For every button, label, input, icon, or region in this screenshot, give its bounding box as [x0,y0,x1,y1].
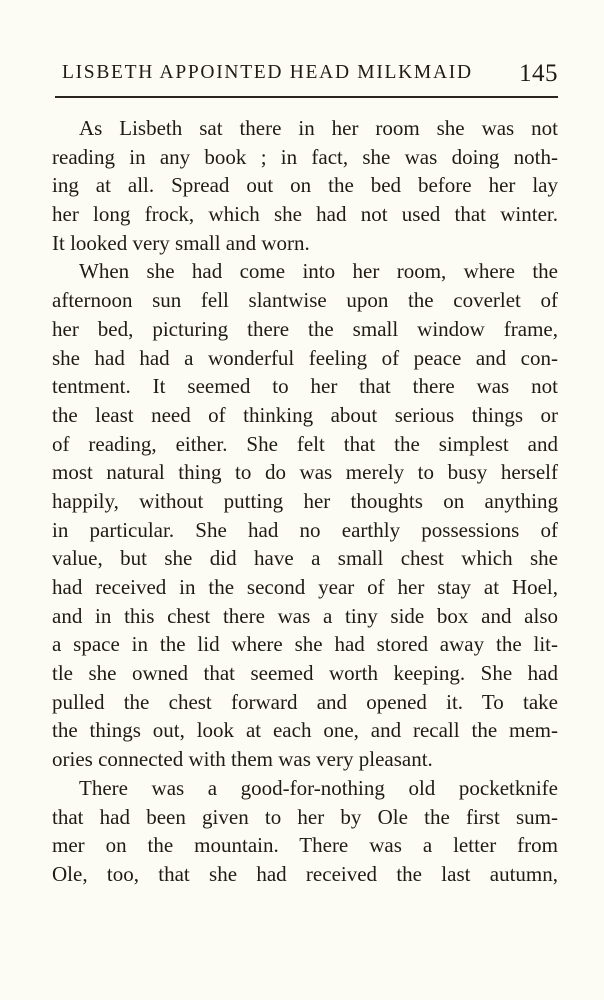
text-line: the things out, look at each one, and recall the mem- [52,718,558,743]
text-line: of reading, either. She felt that the simplest and [52,431,558,456]
text-line: her long frock, which she had not used that winter. [52,202,558,227]
text-line: mer on the mountain. There was a letter from [52,833,558,858]
text-line: value, but she did have a small chest which she [52,546,558,571]
text-line: a space in the lid where she had stored away the lit- [52,632,558,657]
running-title: LISBETH APPOINTED HEAD MILKMAID [62,62,473,83]
text-line: most natural thing to do was merely to busy herself [52,460,558,485]
text-line: afternoon sun fell slantwise upon the coverlet of [52,288,558,313]
text-line: Ole, too, that she had received the last autumn, [52,861,558,886]
text-line: her bed, picturing there the small window frame, [52,316,558,341]
page-number: 145 [519,60,558,87]
text-line: had received in the second year of her stay at Hoel, [52,575,558,599]
text-line: tentment. It seemed to her that there was not [52,374,558,399]
text-line: When she had come into her room, where the [79,259,558,284]
text-line: pulled the chest forward and opened it. To take [52,689,558,714]
text-line: and in this chest there was a tiny side box and also [52,603,558,628]
header-rule [55,96,558,98]
text-line: ories connected with them was very pleasant. [52,747,433,772]
text-line: happily, without putting her thoughts on anything [52,488,558,513]
running-head [55,60,558,90]
text-line: As Lisbeth sat there in her room she was not [79,116,558,140]
text-line: It looked very small and worn. [52,230,310,255]
text-line: the least need of thinking about serious things or [52,402,558,427]
text-line: reading in any book ; in fact, she was doing noth- [52,144,558,169]
text-line: ing at all. Spread out on the bed before her lay [52,173,558,198]
text-line: in particular. She had no earthly possessions of [52,517,558,542]
text-line: There was a good-for-nothing old pocketknife [79,775,558,800]
text-line: tle she owned that seemed worth keeping. She had [52,661,558,686]
text-line: that had been given to her by Ole the first sum- [52,804,558,829]
text-line: she had had a wonderful feeling of peace and con- [52,345,558,370]
body-text [52,114,558,889]
